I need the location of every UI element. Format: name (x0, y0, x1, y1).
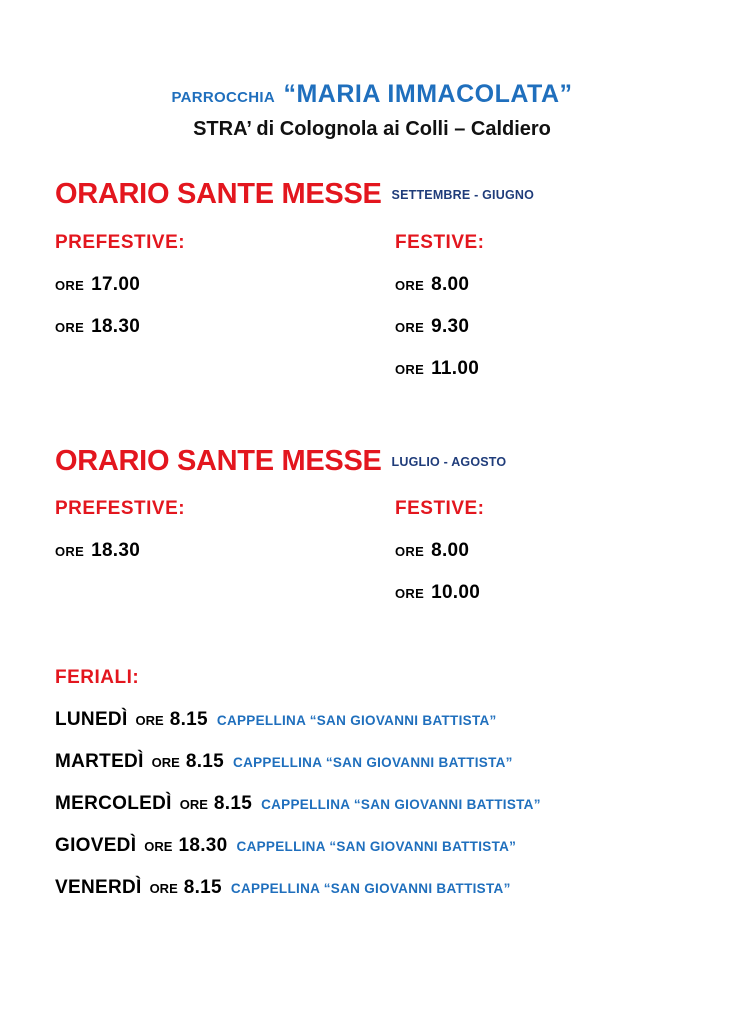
weekday: LUNEDÌ (55, 709, 128, 730)
parish-location: STRA’ di Colognola ai Colli – Caldiero (193, 118, 551, 140)
time-value: 8.00 (431, 540, 470, 561)
parish-header (0, 80, 744, 109)
feriali-row (55, 793, 541, 815)
section-1-festive-label: FESTIVE: (395, 232, 485, 253)
section-2-prefestive-label: PREFESTIVE: (55, 498, 186, 519)
ore-label: ORE (135, 713, 164, 728)
time-value: 8.15 (169, 709, 208, 730)
section-1-festive-time (395, 316, 469, 338)
weekday: VENERDÌ (55, 877, 142, 898)
ore-label: ORE (55, 544, 85, 559)
ore-label: ORE (395, 362, 425, 377)
section-1-period: SETTEMBRE - GIUGNO (391, 188, 535, 202)
section-1-festive-time (395, 358, 479, 380)
section-1-prefestive-time (55, 274, 140, 296)
time-value: 8.15 (185, 751, 225, 772)
feriali-label: FERIALI: (55, 667, 140, 688)
section-2-heading (55, 445, 506, 478)
ore-label: ORE (395, 320, 425, 335)
ore-label: ORE (179, 797, 208, 812)
section-2-title: ORARIO SANTE MESSE (55, 445, 382, 477)
section-1-prefestive-label: PREFESTIVE: (55, 232, 186, 253)
time-value: 17.00 (91, 274, 141, 295)
ore-label: ORE (395, 544, 425, 559)
feriali-row (55, 709, 497, 731)
parish-name: “MARIA IMMACOLATA” (283, 80, 573, 108)
section-1-title: ORARIO SANTE MESSE (55, 178, 382, 210)
chapel-name: CAPPELLINA “SAN GIOVANNI BATTISTA” (216, 713, 497, 728)
time-value: 11.00 (431, 358, 480, 379)
section-1-heading (55, 178, 534, 211)
feriali-row (55, 835, 516, 857)
time-value: 8.15 (183, 877, 222, 898)
section-1-festive-time (395, 274, 469, 296)
time-value: 18.30 (91, 316, 141, 337)
ore-label: ORE (55, 320, 85, 335)
chapel-name: CAPPELLINA “SAN GIOVANNI BATTISTA” (233, 755, 513, 770)
ore-label: ORE (151, 755, 180, 770)
chapel-name: CAPPELLINA “SAN GIOVANNI BATTISTA” (230, 881, 511, 896)
chapel-name: CAPPELLINA “SAN GIOVANNI BATTISTA” (236, 839, 517, 854)
ore-label: ORE (395, 586, 425, 601)
ore-label: ORE (395, 278, 425, 293)
section-2-festive-time (395, 540, 469, 562)
parish-prefix: PARROCCHIA (171, 89, 276, 106)
section-1-prefestive-time (55, 316, 140, 338)
time-value: 18.30 (178, 835, 228, 856)
ore-label: ORE (55, 278, 85, 293)
weekday: MARTEDÌ (55, 751, 144, 772)
time-value: 8.15 (213, 793, 253, 814)
feriali-row (55, 751, 513, 773)
section-2-period: LUGLIO - AGOSTO (391, 455, 507, 469)
time-value: 10.00 (431, 582, 481, 603)
time-value: 8.00 (431, 274, 470, 295)
ore-label: ORE (144, 839, 173, 854)
section-2-prefestive-time (55, 540, 140, 562)
time-value: 18.30 (91, 540, 141, 561)
section-2-festive-time (395, 582, 480, 604)
chapel-name: CAPPELLINA “SAN GIOVANNI BATTISTA” (261, 797, 541, 812)
ore-label: ORE (149, 881, 178, 896)
time-value: 9.30 (431, 316, 470, 337)
feriali-row (55, 877, 511, 899)
section-2-festive-label: FESTIVE: (395, 498, 485, 519)
weekday: MERCOLEDÌ (55, 793, 172, 814)
weekday: GIOVEDÌ (55, 835, 137, 856)
